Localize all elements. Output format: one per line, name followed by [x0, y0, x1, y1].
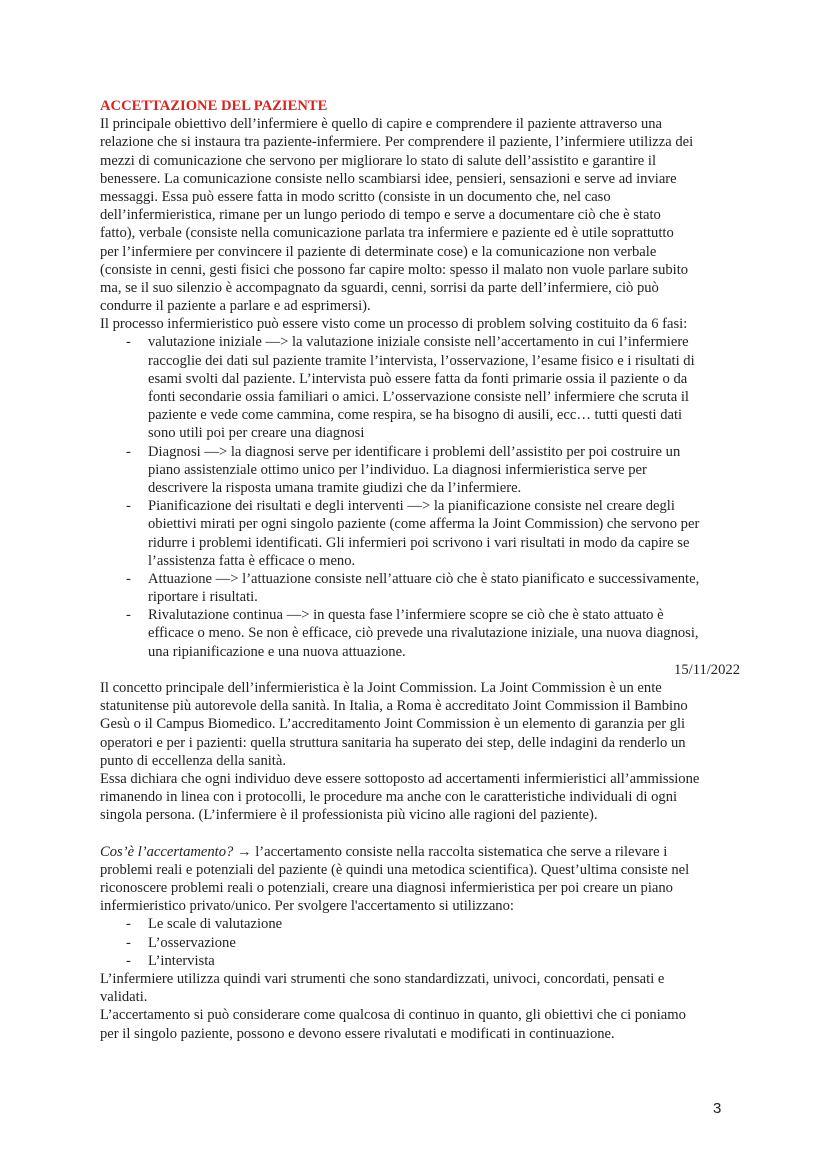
text-line: validati. [100, 989, 148, 1006]
text-line: benessere. La comunicazione consiste nello scambiarsi idee, pensieri, sensazioni e serve ad inviare [100, 170, 677, 187]
text-line: riconoscere problemi reali o potenziali, creare una diagnosi infermieristica per poi creare un piano [100, 880, 673, 897]
text-line: per l’infermiere per convincere il paziente di determinate cose) e la comunicazione non verbale [100, 243, 657, 260]
text-line: L’accertamento si può considerare come qualcosa di continuo in quanto, gli obiettivi che ci poniamo [100, 1007, 686, 1024]
text-line: infermieristico privato/unico. Per svolgere l'accertamento si utilizzano: [100, 898, 514, 915]
bullet-dash: - [126, 498, 131, 515]
list-item [100, 497, 740, 570]
text-line: (consiste in cenni, gesti fisici che possono far capire molto: spesso il malato non vuole parlare subito [100, 261, 689, 278]
accertamento-paragraph [100, 861, 740, 916]
tools-list [100, 915, 740, 970]
blank-line [100, 825, 740, 843]
list-item-line: Attuazione —> l’attuazione consiste nell’attuare ciò che è stato pianificato e successivamente, [148, 570, 700, 587]
bullet-dash: - [126, 934, 131, 951]
text-line: condurre il paziente a parlare e ad esprimersi). [100, 298, 371, 315]
page-number: 3 [713, 1100, 722, 1117]
list-item-line: fonti secondarie ossia familiari o amici. L’osservazione consiste nell’ infermiere che scruta il [148, 389, 689, 405]
bullet-dash: - [126, 952, 131, 969]
list-item-line: sono utili poi per creare una diagnosi [148, 425, 365, 442]
list-item-line: descrivere la risposta umana tramite giudizi che da l’infermiere. [148, 479, 522, 496]
list-item-line: L’intervista [148, 952, 215, 969]
text-line: per il singolo paziente, possono e devono essere rivalutati e modificati in continuazione. [100, 1025, 615, 1042]
joint-commission-paragraph [100, 679, 740, 825]
list-item-line: l’assistenza fatta è efficace o meno. [148, 552, 356, 569]
text-line: ma, se il suo silenzio è accompagnato da sguardi, cenni, sorrisi da parte dell’infermiere, ciò può [100, 279, 659, 296]
bullet-dash: - [126, 607, 131, 624]
list-item-line: efficace o meno. Se non è efficace, ciò prevede una rivalutazione iniziale, una nuova diagnosi, [148, 625, 699, 642]
accertamento-answer-start: → l’accertamento consiste nella raccolta sistematica che serve a rilevare i [233, 843, 668, 860]
text-line: dell’infermieristica, rimane per un lungo periodo di tempo e serve a documentare ciò che è stato [100, 207, 661, 224]
text-line: Gesù o il Campus Biomedico. L’accreditamento Joint Commission è un elemento di garanzia per gli [100, 716, 686, 733]
text-line: L’infermiere utilizza quindi vari strumenti che sono standardizzati, univoci, concordati, pensati e [100, 971, 665, 987]
bullet-dash: - [126, 916, 131, 933]
text-line: Essa dichiara che ogni individuo deve essere sottoposto ad accertamenti infermieristici all’ammissione [100, 770, 700, 787]
text-line: punto di eccellenza della sanità. [100, 752, 286, 769]
text-line: singola persona. (L’infermiere è il professionista più vicino alle ragioni del paziente). [100, 807, 598, 824]
list-item-line: raccoglie dei dati sul paziente tramite l’intervista, l’osservazione, l’esame fisico e i risultati di [148, 352, 695, 369]
list-item-line: ridurre i problemi identificati. Gli infermieri poi scrivono i vari risultati in modo da capire se [148, 534, 690, 551]
list-item-line: Rivalutazione continua —> in questa fase l’infermiere scopre se ciò che è stato attuato è [148, 607, 664, 624]
text-line: Il processo infermieristico può essere visto come un processo di problem solving costituito da 6 fasi: [100, 316, 688, 333]
accertamento-question-line [100, 843, 740, 861]
list-item [100, 443, 740, 498]
text-line: statunitense più autorevole della sanità. In Italia, a Roma è accreditato Joint Commission il Bambino [100, 698, 688, 715]
list-item-line: Pianificazione dei risultati e degli interventi —> la pianificazione consiste nel creare degli [148, 498, 675, 515]
list-item-line: esami svolti dal paziente. L’intervista può essere fatta da fonti primarie ossia il paziente o da [148, 370, 688, 387]
text-line: Il principale obiettivo dell’infermiere è quello di capire e comprendere il paziente attraverso una [100, 116, 663, 133]
text-line: Il concetto principale dell’infermieristica è la Joint Commission. La Joint Commission è un ente [100, 680, 662, 696]
list-item [100, 934, 740, 952]
list-item-line: Diagnosi —> la diagnosi serve per identificare i problemi dell’assistito per poi costruire un [148, 443, 681, 460]
list-item-line: Le scale di valutazione [148, 916, 283, 933]
list-item [100, 952, 740, 970]
intro-paragraph [100, 115, 740, 333]
text-line: operatori e per i pazienti: quella struttura sanitaria ha superato dei step, delle indagini da renderlo un [100, 734, 686, 751]
list-item [100, 606, 740, 661]
list-item-line: valutazione iniziale —> la valutazione iniziale consiste nell’accertamento in cui l’infermiere [148, 334, 689, 351]
list-item-line: L’osservazione [148, 934, 236, 951]
bullet-dash: - [126, 443, 131, 460]
text-line: problemi reali e potenziali del paziente (è quindi una metodica scientifica). Quest’ultima consiste nel [100, 861, 690, 878]
list-item-line: riportare i risultati. [148, 589, 258, 606]
list-item-line: paziente e vede come cammina, come respira, se ha bisogno di ausili, ecc… tutti questi dati [148, 407, 683, 424]
text-line: fatto), verbale (consiste nella comunicazione parlata tra infermiere e paziente ed è utile soprattutto [100, 225, 674, 242]
list-item [100, 915, 740, 933]
text-line: rimanendo in linea con i protocolli, le procedure ma anche con le caratteristiche individuali di ogni [100, 789, 678, 806]
list-item [100, 333, 740, 442]
section-title: ACCETTAZIONE DEL PAZIENTE [100, 98, 328, 114]
bullet-dash: - [126, 334, 131, 351]
list-item-line: una ripianificazione e una nuova attuazione. [148, 643, 406, 660]
text-line: relazione che si instaura tra paziente-infermiere. Per comprendere il paziente, l’infermiere utilizza dei [100, 134, 694, 151]
text-line: messaggi. Essa può essere fatta in modo scritto (consiste in un documento che, nel caso [100, 188, 611, 205]
accertamento-question: Cos’è l’accertamento? [100, 843, 234, 860]
document-page [100, 97, 740, 1043]
list-item-line: obiettivi mirati per ogni singolo paziente (come afferma la Joint Commission) che servono per [148, 516, 700, 533]
bullet-dash: - [126, 570, 131, 587]
list-item [100, 570, 740, 606]
date-label: 15/11/2022 [674, 661, 740, 678]
closing-paragraph [100, 970, 740, 1043]
list-item-line: piano assistenziale ottimo unico per l’individuo. La diagnosi infermieristica serve per [148, 461, 647, 478]
text-line: mezzi di comunicazione che servono per migliorare lo stato di salute dell’assistito e garantire il [100, 152, 656, 169]
phases-list [100, 333, 740, 660]
